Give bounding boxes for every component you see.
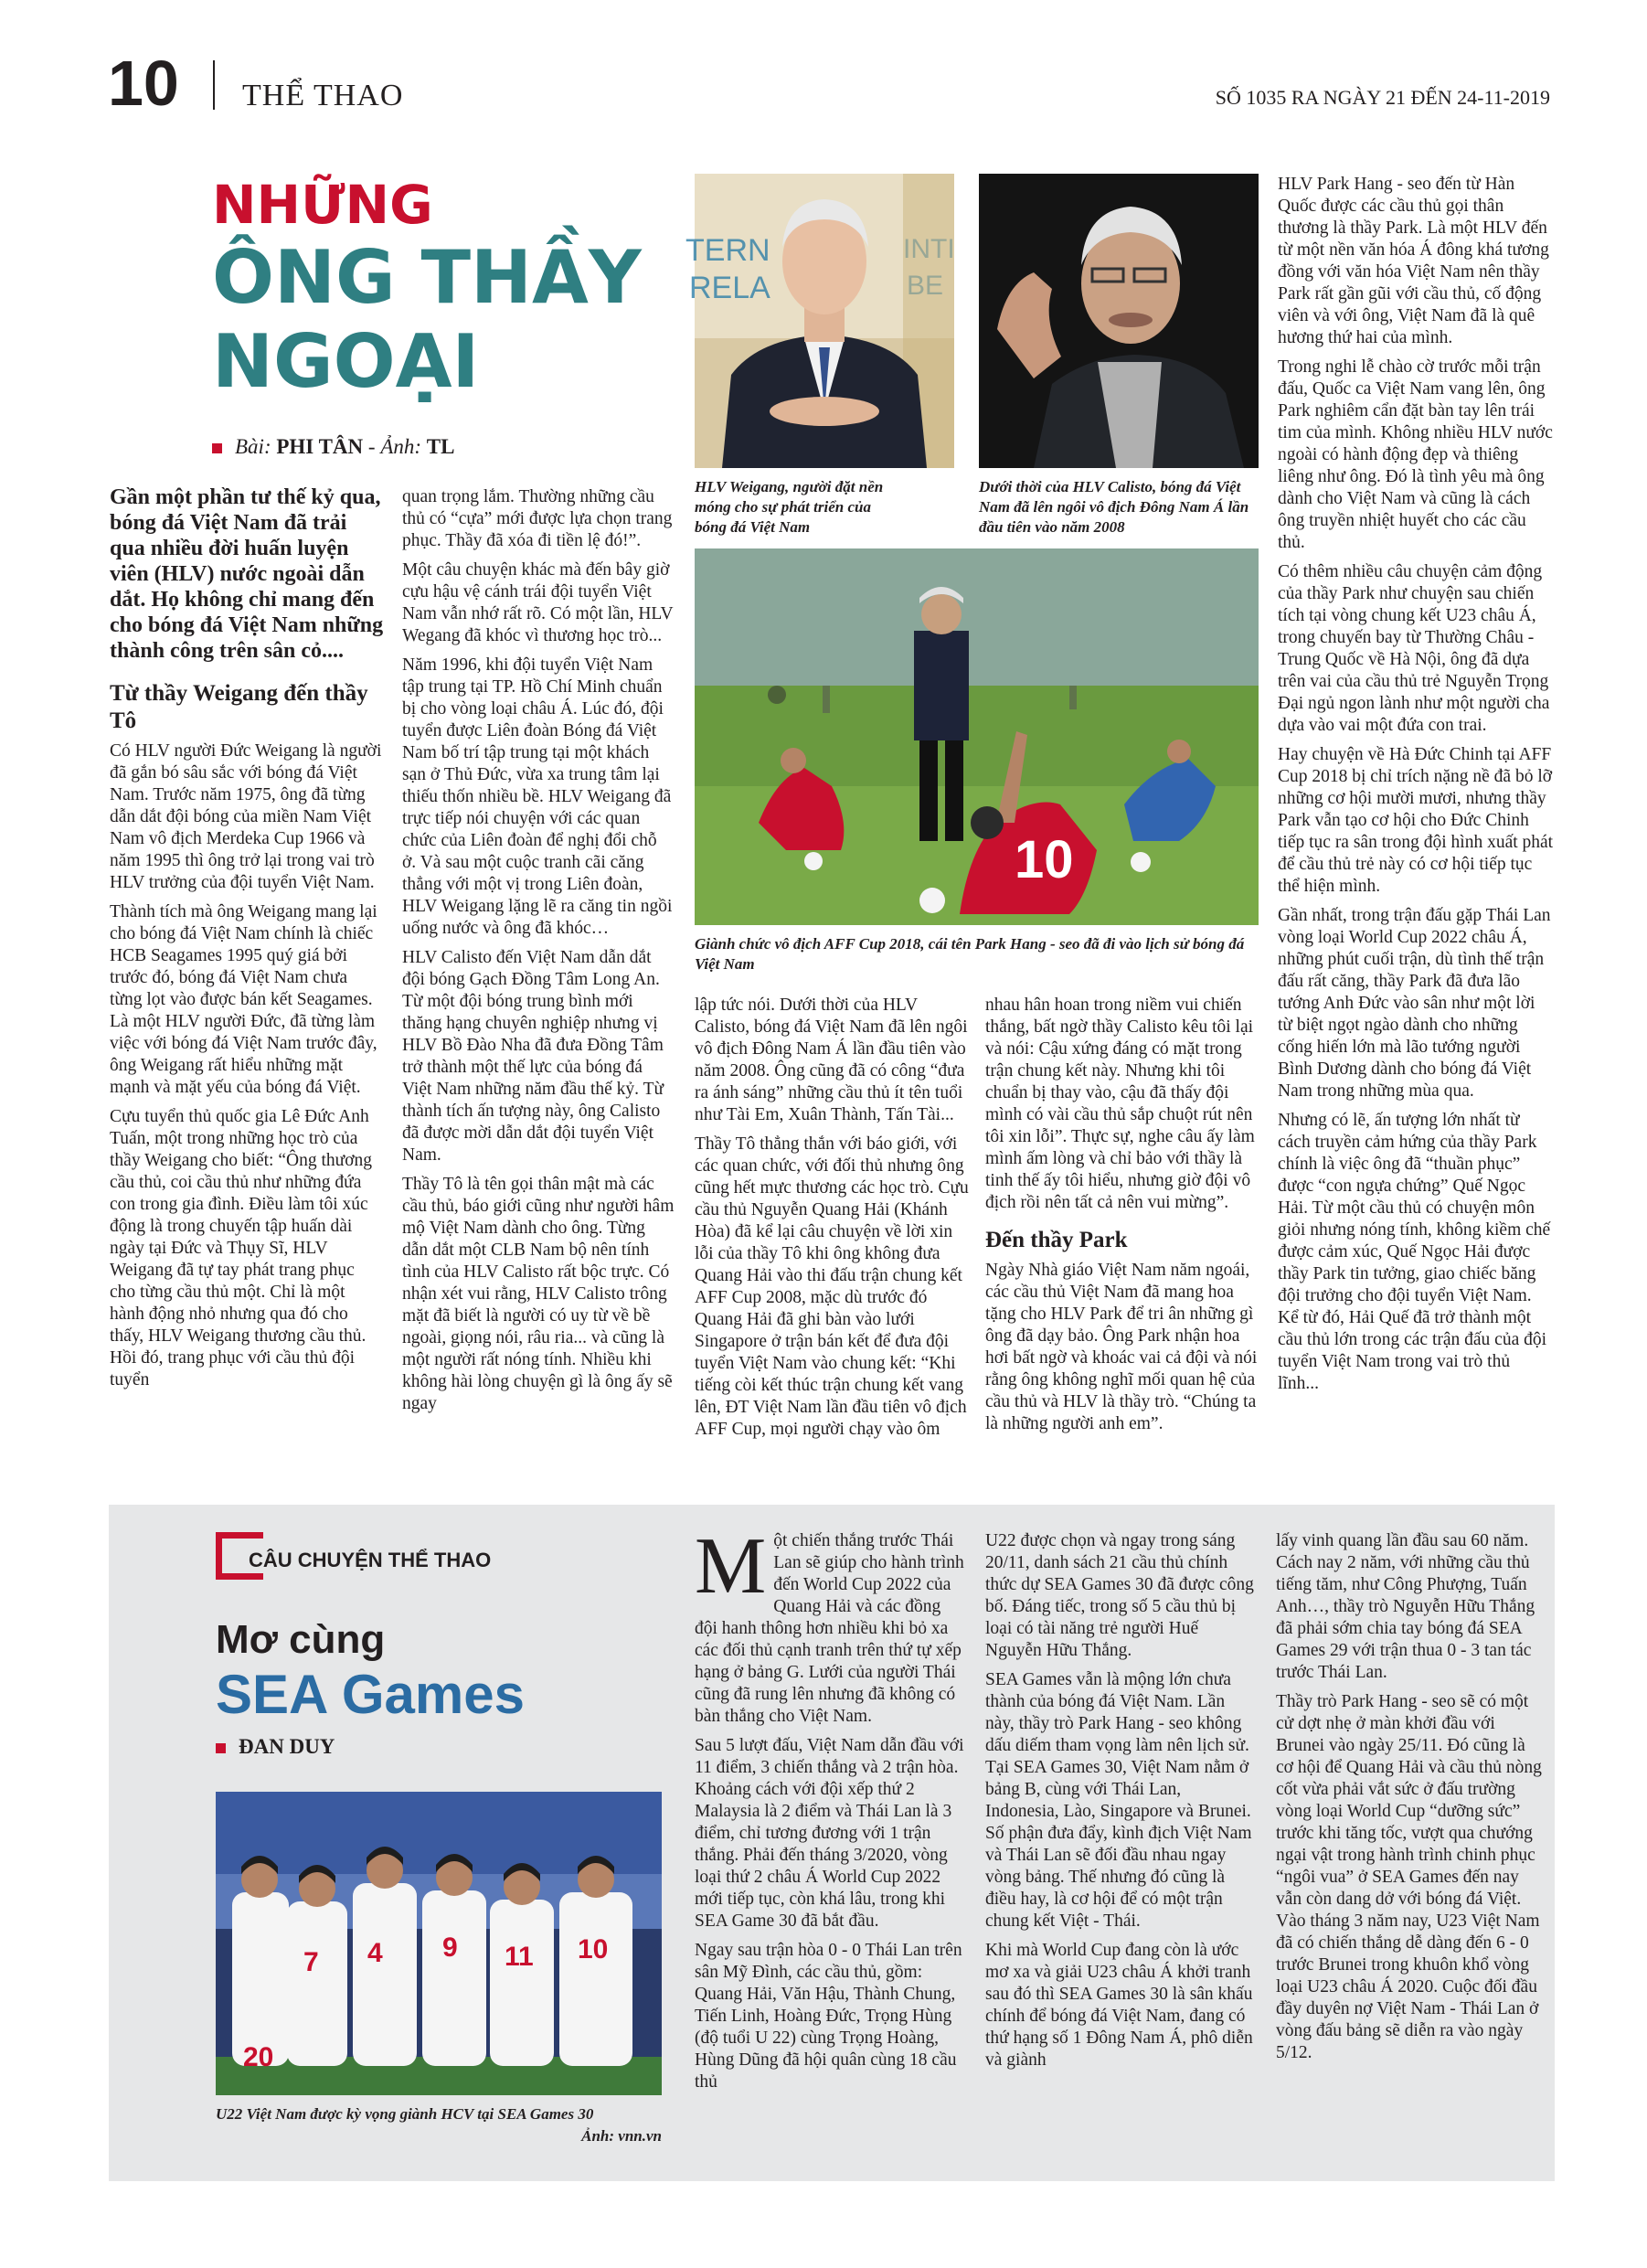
paragraph: Ngày Nhà giáo Việt Nam năm ngoái, các cầu thủ Việt Nam đã mang hoa tặng cho HLV Park để tri ân những gì ông đã dạy bảo. Ông Park nhận hoa hơi bất ngờ và khoác vai cả đội và nói rằng ông không nghĩ mối quan hệ của cầu thủ và HLV là thầy trò. “Chúng ta là những người anh em”. [985,1261,1258,1433]
paragraph: Thầy Tô thẳng thắn với báo giới, với các quan chức, với đối thủ nhưng ông cũng hết mực thương các học trò. Cựu cầu thủ Nguyễn Quang Hải (Khánh Hòa) đã kể lại câu chuyện về lời xin lỗi của thầy Tô khi ông không đưa Quang Hải vào thi đấu trận chung kết AFF Cup 2008, mặc dù trước đó Quang Hải đã ghi bàn vào lưới Singapore ở trận bán kết để đưa đội tuyển Việt Nam vào chung kết: “Khi tiếng còi kết thúc trận chung kết vang lên, ĐT Việt Nam lần đầu tiên vô địch AFF Cup, mọi người chạy vào ôm [695,1134,969,1439]
paragraph: Thành tích mà ông Weigang mang lại cho bóng đá Việt Nam chính là chiếc HCB Seagames 1995 quý giá bởi trước đó, bóng đá Việt Nam chưa từng lọt vào được bán kết Seagames. Là một HLV người Đức, đã từng làm việc với bóng đá Việt Nam trước đây, ông Weigang rất hiểu những mặt mạnh và mặt yếu của bóng đá Việt. [110,902,377,1097]
subhead-park: Đến thầy Park [985,1228,1128,1252]
paragraph: Nhưng có lẽ, ấn tượng lớn nhất từ cách truyền cảm hứng của thầy Park chính là việc ông đã “thuần phục” được “con ngựa chứng” Quế Ngọc Hải. Từ một cầu thủ có chuyện môn giỏi nhưng nóng tính, không kiềm chế được cảm xúc, Quế Ngọc Hải được thầy Park tin tưởng, giao chiếc băng đội trưởng cho đội tuyển Việt Nam. Kể từ đó, Hải Quế đã trở thành một cầu thủ lớn trong các trận đấu của đội tuyển Việt Nam trong vai trò thủ lĩnh... [1278,1111,1551,1393]
paragraph: Năm 1996, khi đội tuyển Việt Nam tập trung tại TP. Hồ Chí Minh chuẩn bị cho vòng loại châu Á. Lúc đó, đội tuyển được Liên đoàn Bóng đá Việt Nam bố trí tập trung tại một khách sạn ở Thủ Đức, vừa xa trung tâm lại thiếu thốn nhiều bề. HLV Weigang đã trực tiếp nói chuyện với các quan chức của Liên đoàn để nghị đổi chỗ ở. Và sau một cuộc tranh cãi căng thẳng với một vị trong Liên đoàn, HLV Weigang lặng lẽ ra căng tin ngồi uống nước và ông đã khóc… [402,655,673,938]
box-kicker: CÂU CHUYỆN THỂ THAO [249,1549,492,1571]
box-title-line-1: Mơ cùng [216,1617,386,1662]
photo-calisto [979,174,1259,468]
paragraph: Một câu chuyện khác mà đến bây giờ cựu hậu vệ cánh trái đội tuyển Việt Nam vẫn nhớ rất rõ. Có một lần, HLV Wegang đã khóc vì thương học trò... [402,560,674,645]
jersey-number: 4 [367,1938,383,1968]
paragraph: Sau 5 lượt đấu, Việt Nam dẫn đầu với 11 điểm, 3 chiến thắng và 2 trận hòa. Khoảng cách với đội xếp thứ 2 Malaysia là 2 điểm và Thái Lan là 3 điểm, chỉ tương đương với 1 trận thắng. Phải đến tháng 3/2020, vòng loại thứ 2 châu Á World Cup 2022 mới tiếp tục, còn khá lâu, trong khi SEA Game 30 đã bắt đầu. [695,1736,964,1931]
header-divider [213,60,215,110]
paragraph: Thầy trò Park Hang - seo sẽ có một cử dợt nhẹ ở màn khởi đầu với Brunei vào ngày 25/11. Đó cũng là cơ hội để Quang Hải và cầu thủ nòng cốt vừa phải vắt sức ở đấu trường vòng loại World Cup “dưỡng sức” trước khi tăng tốc, vượt qua chướng ngại vật trong hành trình chinh phục “ngôi vua” ở SEA Games đến nay vẫn còn dang dở với bóng đá Việt. Vào tháng 3 năm nay, U23 Việt Nam đã có chiến thắng dễ dàng đến 6 - 0 trước Brunei trong khuôn khổ vòng loại U23 châu Á 2020. Cuộc đối đầu đầy duyên nợ Việt Nam - Thái Lan ở vòng đấu bảng sẽ diễn ra vào ngày 5/12. [1276,1692,1542,2062]
caption-weigang: HLV Weigang, người đặt nền móng cho sự phát triển của bóng đá Việt Nam [695,478,884,536]
box-column-3 [1276,1530,1546,2071]
box-title [216,1616,525,1726]
paragraph: HLV Park Hang - seo đến từ Hàn Quốc được các cầu thủ gọi thân thương là thầy Park. Là một HLV đến từ một nền văn hóa Á đông khá tương đồng với văn hóa Việt Nam nên thầy Park rất gần gũi với cầu thủ, cố động viên và với ông, Việt Nam đã là quê hương thứ hai của mình. [1278,175,1549,347]
paragraph: HLV Calisto đến Việt Nam dẫn dắt đội bóng Gạch Đồng Tâm Long An. Từ một đội bóng trung bình mới thăng hạng chuyên nghiệp nhưng vị HLV Bồ Đào Nha đã đưa Đồng Tâm trở thành một thế lực của bóng đá Việt Nam những năm đầu thế kỷ. Từ thành tích ấn tượng này, ông Calisto đã được mời dẫn dắt đội tuyển Việt Nam. [402,948,664,1165]
box-title-line-2: SEA Games [216,1664,525,1725]
author-bullet [216,1743,226,1753]
paragraph: SEA Games vẫn là mộng lớn chưa thành của bóng đá Việt Nam. Lần này, thầy trò Park Hang - seo không dấu diếm tham vọng làm nên lịch sử. Tại SEA Games 30, Việt Nam nằm ở bảng B, cùng với Thái Lan, Indonesia, Lào, Singapore và Brunei. Số phận đưa đẩy, kình địch Việt Nam và Thái Lan sẽ đối đầu nhau ngay vòng bảng. Thế nhưng đó cũng là điều hay, là cơ hội để có một trận chung kết Việt - Thái. [985,1670,1252,1931]
title-line-3: NGOẠI [212,319,480,404]
box-author-name: ĐAN DUY [239,1735,335,1758]
subhead-weigang: Từ thầy Weigang đến thầy Tô [110,681,368,733]
paragraph: lấy vinh quang lần đầu sau 60 năm. Cách nay 2 năm, với những cầu thủ tiếng tăm, như Công Phượng, Tuấn Anh…, thầy trò Nguyễn Hữu Thắng đã phải sớm chia tay bóng đá SEA Games 29 với trận thua 0 - 3 tan tác trước Thái Lan. [1276,1531,1535,1682]
box-column-1 [695,1522,967,2101]
photo-u22-team [216,1792,662,2095]
box-author [216,1735,335,1759]
svg-text:TERN: TERN [685,233,770,268]
section-name: THỂ THAO [242,79,404,112]
jersey-number: 11 [505,1942,534,1972]
paragraph: Ngay sau trận hòa 0 - 0 Thái Lan trên sân Mỹ Đình, các cầu thủ, gồm: Quang Hải, Văn Hậu, Thành Chung, Tiến Linh, Hoàng Đức, Trọng Hùng (độ tuổi U 22) cùng Trọng Hoàng, Hùng Dũng đã hội quân cùng 18 cầu thủ [695,1941,962,2092]
paragraph: Gần nhất, trong trận đấu gặp Thái Lan vòng loại World Cup 2022 châu Á, những phút cuối trận, dù tình thế trận đấu rất căng, thầy Park đã đưa lão tướng Anh Đức vào sân như một lời từ biệt ngọt ngào dành cho những cống hiến lớn mà lão tướng người Bình Dương dành cho bóng đá Việt Nam trong những mùa qua. [1278,906,1551,1101]
lead-paragraph: Gần một phần tư thế kỷ qua, bóng đá Việt Nam đã trải qua nhiều đời huấn luyện viên (HLV) nước ngoài dẫn dắt. Họ không chỉ mang đến cho bóng đá Việt Nam những thành công trên sân cỏ.... [110,485,384,663]
column-2 [402,486,675,1422]
byline-photo-label: Ảnh: [380,435,422,458]
paragraph: Có HLV người Đức Weigang là người đã gắn bó sâu sắc với bóng đá Việt Nam. Trước năm 1975, ông đã từng dẫn dắt đội bóng của miền Nam Việt Nam vô địch Merdeka Cup 1966 và năm 1995 thì ông trở lại trong vai trò HLV trưởng của đội tuyển Việt Nam. [110,741,382,892]
caption-u22: U22 Việt Nam được kỳ vọng giành HCV tại SEA Games 30 [216,2105,594,2123]
jersey-number: 7 [303,1947,319,1977]
paragraph: Hay chuyện về Hà Đức Chinh tại AFF Cup 2018 bị chỉ trích nặng nề đã bỏ lỡ những cơ hội mười mươi, nhưng thầy Park vẫn tạo cơ hội cho Đức Chinh tiếp tục ra sân trong đội hình xuất phát để cầu thủ trẻ này có cơ hội tiếp tục thể hiện mình. [1278,745,1554,896]
byline-bullet [212,443,222,453]
paragraph: nhau hân hoan trong niềm vui chiến thắng, bất ngờ thầy Calisto kêu tôi lại và nói: Cậu xứng đáng có mặt trong trận chung kết này. Nhưng khi tôi chuẩn bị thay vào, cậu đã thấy đội mình có vài cầu thủ sắp chuột rút nên tôi xin lỗi”. Thực sự, nghe câu ấy làm mình ấm lòng và chỉ bảo với thầy là tinh thế ấy tôi hiểu, nhưng giờ đội vô địch rồi nên tất cả nên vui mừng”. [985,996,1255,1212]
box-column-2 [985,1530,1258,2079]
paragraph: U22 được chọn và ngay trong sáng 20/11, danh sách 21 cầu thủ chính thức dự SEA Games 30 đã được công bố. Đáng tiếc, trong số 5 cầu thủ bị loại có tài năng trẻ người Huế Nguyễn Hữu Thắng. [985,1531,1254,1660]
column-1 [110,484,384,1399]
article-title [212,174,642,404]
title-line-1: NHỮNG [212,174,433,236]
photo-credit: Ảnh: vnn.vn [581,2127,662,2145]
paragraph: Thầy Tô là tên gọi thân mật mà các cầu thủ, báo giới cũng như người hâm mộ Việt Nam dành cho ông. Từng dẫn dắt một CLB Nam bộ nên tính tình của HLV Calisto rất bộc trực. Có nhận xét vui rằng, HLV Calisto trông mặt đã biết là người có uy từ về bề ngoài, giọng nói, râu ria... và cũng là một người rất nóng tính. Nhiều khi không hài lòng chuyện gì là ông ấy sẽ ngay [402,1175,675,1413]
jersey-number: 20 [243,2042,274,2072]
title-line-2: ÔNG THẦY [212,235,642,320]
dropcap: M [695,1522,767,1611]
byline-label: Bài: [235,435,271,458]
issue-info: SỐ 1035 RA NGÀY 21 ĐẾN 24-11-2019 [1215,86,1550,109]
byline: Bài: PHI TÂN - Ảnh: TL [212,435,454,459]
paragraph: Khi mà World Cup đang còn là ước mơ xa và giải U23 châu Á khởi tranh sau đó thì SEA Games 30 là sân khấu chính để bóng đá Việt Nam, đang có thứ hạng số 1 Đông Nam Á, phô diễn và giành [985,1941,1253,2070]
page-number: 10 [108,48,179,119]
jersey-number: 9 [442,1933,458,1963]
caption-park: Giành chức vô địch AFF Cup 2018, cái tên Park Hang - seo đã đi vào lịch sử bóng đá Việt Nam [695,935,1245,973]
paragraph [695,1522,967,1728]
caption-calisto: Dưới thời của HLV Calisto, bóng đá Việt Nam đã lên ngôi vô địch Đông Nam Á lần đầu tiên vào năm 2008 [979,478,1249,536]
paragraph: lập tức nói. Dưới thời của HLV Calisto, bóng đá Việt Nam đã lên ngôi vô địch Đông Nam Á lần đầu tiên vào năm 2008. Ông cũng đã có công “đưa ra ánh sáng” những cầu thủ ít tên tuổi như Tài Em, Xuân Thành, Tấn Tài... [695,996,968,1124]
svg-text:RELA: RELA [689,271,770,305]
photo-park-training [695,548,1259,925]
byline-photo: TL [426,435,455,458]
paragraph: Trong nghi lễ chào cờ trước mỗi trận đấu, Quốc ca Việt Nam vang lên, ông Park nghiêm cẩn đặt bàn tay lên trái tim của mình. Không nhiều HLV nước ngoài có hành động đẹp và thiêng liêng như ông. Đó là tình yêu mà ông dành cho Việt Nam và cũng là cách ông truyền nhiệt huyết cho các cầu thủ. [1278,357,1553,552]
jersey-number: 10 [1015,830,1074,889]
jersey-number: 10 [578,1934,609,1965]
paragraph: Cựu tuyển thủ quốc gia Lê Đức Anh Tuấn, một trong những học trò của thầy Weigang cho biết: “Ông thương cầu thủ, coi cầu thủ như những đứa con trong gia đình. Điều làm tôi xúc động là trong chuyến tập huấn dài ngày tại Đức và Thụy Sĩ, HLV Weigang đã tự tay phát trang phục cho từng cầu thủ một. Chỉ là một hành động nhỏ nhưng qua đó cho thấy, HLV Weigang thương cầu thủ. Hồi đó, trang phục với cầu thủ đội tuyển [110,1107,373,1390]
column-5 [1278,174,1554,1402]
byline-author: PHI TÂN [276,435,364,458]
column-4 [985,995,1259,1443]
paragraph-text: ột chiến thắng trước Thái Lan sẽ giúp cho hành trình đến World Cup 2022 của Quang Hải và các đồng đội hanh thông hơn nhiều khi bỏ xa các đối thủ cạnh tranh trên thứ tự xếp hạng ở bảng G. Lưới của người Thái cũng đã rung lên nhưng đã không có bàn thắng cho Việt Nam. [695,1531,964,1726]
paragraph: quan trọng lắm. Thường những cầu thủ có “cựa” mới được lựa chọn trang phục. Thầy đã xóa đi tiền lệ đó!”. [402,487,673,550]
photo-weigang [685,174,954,468]
column-3 [695,995,969,1448]
paragraph: Có thêm nhiều câu chuyện cảm động của thầy Park như chuyện sau chiến tích tại vòng chung kết U23 châu Á, trong chuyến bay từ Thường Châu - Trung Quốc về Hà Nội, ông đã dựa trên vai của cầu thủ trẻ Nguyễn Trọng Đại ngủ ngon lành như một người cha dựa vào vai một đứa con trai. [1278,562,1550,735]
